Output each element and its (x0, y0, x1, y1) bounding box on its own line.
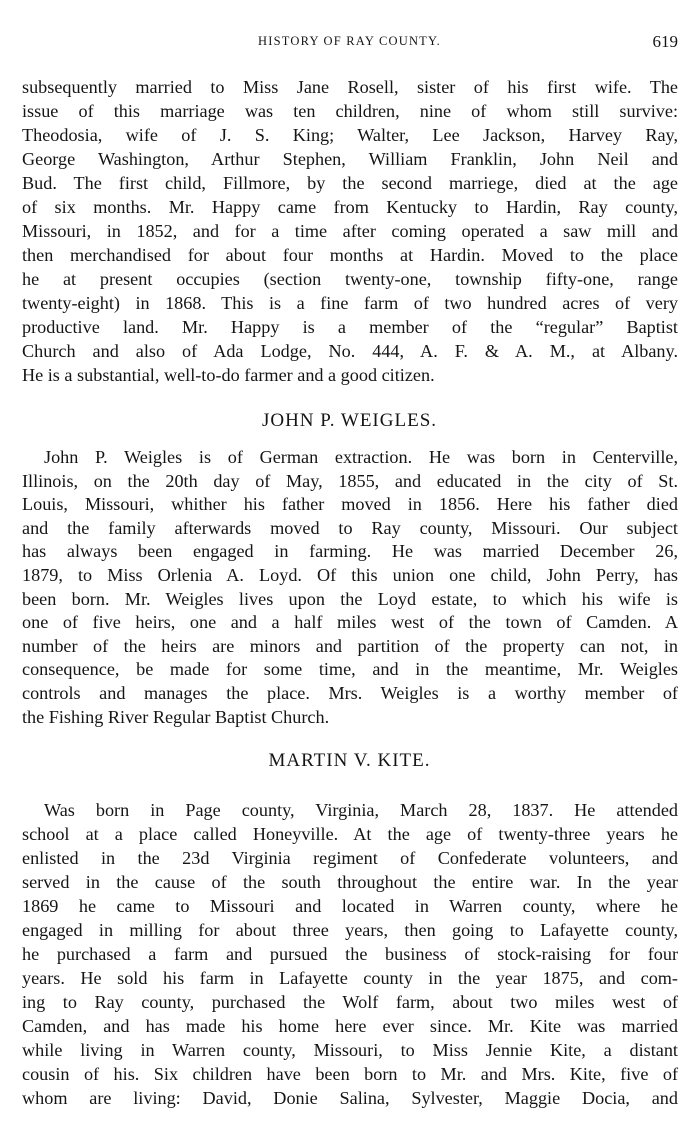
text-line: been born. Mr. Weigles lives upon the Loyd estate, to which his wife is (22, 588, 678, 609)
text-line: controls and manages the place. Mrs. Weigles is a worthy member of (22, 682, 678, 703)
text-line: one of five heirs, one and a half miles west of the town of Camden. A (22, 612, 678, 633)
paragraph-john-p-weigles (22, 446, 678, 729)
text-line: enlisted in the 23d Virginia regiment of Confederate volunteers, and (22, 848, 678, 868)
text-line: subsequently married to Miss Jane Rosell, sister of his first wife. The (22, 77, 678, 97)
text-line: the Fishing River Regular Baptist Church. (22, 706, 330, 727)
text-line: Louis, Missouri, whither his father moved in 1856. Here his father died (22, 494, 678, 515)
running-title: HISTORY OF RAY COUNTY. (258, 34, 441, 48)
text-line: 1879, to Miss Orlenia A. Loyd. Of this union one child, John Perry, has (22, 564, 678, 585)
text-line: years. He sold his farm in Lafayette county in the year 1875, and com- (22, 968, 678, 988)
text-line: He is a substantial, well-to-do farmer and a good citizen. (22, 365, 435, 385)
text-line: 1869 he came to Missouri and located in Warren county, where he (22, 896, 678, 916)
text-line: Illinois, on the 20th day of May, 1855, and educated in the city of St. (22, 470, 678, 491)
text-line: Church and also of Ada Lodge, No. 444, A. F. & A. M., at Albany. (22, 341, 678, 361)
text-line: consequence, be made for some time, and in the meantime, Mr. Weigles (22, 659, 678, 680)
text-line: Camden, and has made his home here ever since. Mr. Kite was married (22, 1016, 678, 1036)
text-line: school at a place called Honeyville. At the age of twenty-three years he (22, 824, 678, 844)
text-line: has always been engaged in farming. He was married December 26, (22, 541, 678, 562)
text-line: served in the cause of the south throughout the entire war. In the year (22, 872, 678, 892)
page-number: 619 (652, 32, 678, 51)
text-line: productive land. Mr. Happy is a member of the “regular” Baptist (22, 317, 678, 337)
text-line: cousin of his. Six children have been born to Mr. and Mrs. Kite, five of (22, 1064, 678, 1084)
section-heading-john-p-weigles: JOHN P. WEIGLES. (261, 410, 438, 431)
paragraph-happy-continued (22, 75, 678, 387)
text-line: while living in Warren county, Missouri, to Miss Jennie Kite, a distant (22, 1040, 678, 1060)
text-line: number of the heirs are minors and partition of the property can not, in (22, 635, 678, 656)
section-heading-martin-v-kite: MARTIN V. KITE. (268, 750, 431, 771)
paragraph-martin-v-kite (22, 798, 678, 1110)
text-line: Bud. The first child, Fillmore, by the second marriege, died at the age (22, 173, 678, 193)
text-line: John P. Weigles is of German extraction. He was born in Centerville, (44, 447, 678, 467)
text-line: Was born in Page county, Virginia, March 28, 1837. He attended (44, 800, 678, 820)
text-line: issue of this marriage was ten children, nine of whom still survive: (22, 101, 678, 121)
text-line: George Washington, Arthur Stephen, William Franklin, John Neil and (22, 149, 678, 169)
running-header (0, 32, 699, 52)
text-line: Theodosia, wife of J. S. King; Walter, Lee Jackson, Harvey Ray, (22, 125, 678, 145)
text-line: ing to Ray county, purchased the Wolf farm, about two miles west of (22, 992, 678, 1012)
text-line: and the family afterwards moved to Ray county, Missouri. Our subject (22, 517, 678, 538)
text-line: whom are living: David, Donie Salina, Sylvester, Maggie Docia, and (22, 1088, 678, 1108)
text-line: of six months. Mr. Happy came from Kentucky to Hardin, Ray county, (22, 197, 678, 217)
text-line: engaged in milling for about three years, then going to Lafayette county, (22, 920, 678, 940)
text-line: he at present occupies (section twenty-one, township fifty-one, range (22, 269, 678, 289)
text-line: Missouri, in 1852, and for a time after coming operated a saw mill and (22, 221, 678, 241)
text-line: then merchandised for about four months at Hardin. Moved to the place (22, 245, 678, 265)
text-line: twenty-eight) in 1868. This is a fine farm of two hundred acres of very (22, 293, 678, 313)
text-line: he purchased a farm and pursued the business of stock-raising for four (22, 944, 678, 964)
